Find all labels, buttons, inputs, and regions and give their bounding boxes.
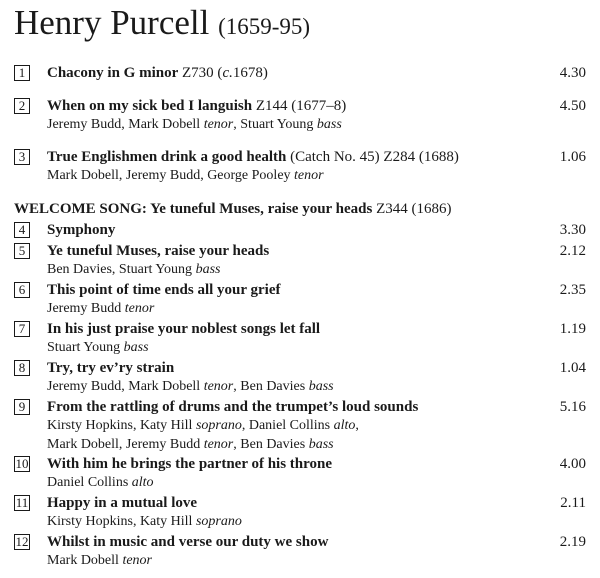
track-number: 1: [14, 65, 30, 81]
performer-names: Mark Dobell, Jeremy Budd, George Pooley: [47, 168, 291, 183]
track-performers: [47, 473, 154, 492]
track-number: 5: [14, 243, 30, 259]
track-title-line: [47, 63, 268, 83]
track-title: Whilst in music and verse our duty we show: [47, 534, 329, 550]
track-duration: 1.04: [559, 360, 586, 376]
performer-names: Jeremy Budd: [47, 301, 122, 316]
voice-type: alto: [333, 418, 356, 433]
performer-names: , Daniel Collins: [241, 418, 331, 433]
track-catalogue: Z144 (1677–8): [255, 98, 347, 114]
voice-type: bass: [308, 437, 334, 452]
performer-names: , Ben Davies: [233, 379, 306, 394]
performer-names: Kirsty Hopkins, Katy Hill: [47, 514, 193, 529]
track-number: 10: [15, 456, 29, 471]
section-title: WELCOME SONG: Ye tuneful Muses, raise your heads: [14, 201, 373, 217]
track-title-line: [47, 280, 280, 300]
track-performers: [47, 166, 324, 185]
track-title-line: [47, 397, 418, 417]
track-number: 6: [14, 282, 30, 298]
track-title: In his just praise your noblest songs let fall: [47, 321, 321, 337]
track-title: Chacony in G minor: [47, 65, 179, 81]
performer-names: Jeremy Budd, Mark Dobell: [47, 379, 201, 394]
voice-type: tenor: [203, 437, 234, 452]
track-title: True Englishmen drink a good health: [47, 149, 287, 165]
track-duration: 4.30: [559, 65, 586, 81]
track-title-line: [47, 96, 346, 116]
performer-names: Mark Dobell, Jeremy Budd: [47, 437, 201, 452]
track-duration: 2.35: [559, 282, 586, 298]
track-performers: [47, 260, 220, 279]
track-title: Ye tuneful Muses, raise your heads: [47, 243, 270, 259]
page-title: [14, 2, 310, 48]
track-number: 8: [14, 360, 30, 376]
track-title: From the rattling of drums and the trumpet’s loud sounds: [47, 399, 419, 415]
performer-names: Kirsty Hopkins, Katy Hill: [47, 418, 193, 433]
track-title-line: [47, 241, 269, 261]
track-number: 4: [14, 222, 30, 238]
track-title-line: [47, 319, 320, 339]
track-title-line: [47, 454, 332, 474]
performer-names: Ben Davies, Stuart Young: [47, 262, 193, 277]
track-duration: 2.12: [559, 243, 586, 259]
track-duration: 4.00: [559, 456, 586, 472]
voice-type: bass: [308, 379, 334, 394]
performer-names: Jeremy Budd, Mark Dobell: [47, 117, 201, 132]
track-number: 7: [14, 321, 30, 337]
circa-mark: c.: [222, 65, 233, 81]
performer-names: Mark Dobell: [47, 553, 119, 568]
track-duration: 2.19: [559, 534, 586, 550]
track-duration: 2.11: [560, 495, 586, 511]
track-title: This point of time ends all your grief: [47, 282, 281, 298]
track-number: 3: [14, 149, 30, 165]
track-number: 12: [15, 534, 29, 549]
track-catalogue: Z730 (: [182, 65, 223, 81]
track-title: Symphony: [47, 222, 116, 238]
section-catalogue: Z344 (1686): [376, 201, 452, 217]
track-number: 9: [14, 399, 30, 415]
track-title-line: [47, 532, 328, 552]
track-performers: [47, 115, 342, 134]
voice-type: alto: [131, 475, 154, 490]
performer-names: ,: [355, 418, 359, 433]
voice-type: bass: [195, 262, 221, 277]
track-catalogue: (Catch No. 45) Z284 (1688): [290, 149, 459, 165]
performer-names: Daniel Collins: [47, 475, 129, 490]
track-title: Try, try ev’ry strain: [47, 360, 175, 376]
voice-type: soprano: [195, 418, 242, 433]
track-number: 11: [15, 495, 29, 510]
performer-names: Stuart Young: [47, 340, 121, 355]
track-duration: 4.50: [559, 98, 586, 114]
track-title-line: [47, 147, 459, 167]
voice-type: soprano: [195, 514, 242, 529]
section-heading: [14, 199, 452, 219]
track-duration: 5.16: [559, 399, 586, 415]
composer-dates: (1659-95): [218, 14, 311, 39]
composer-name: Henry Purcell: [14, 3, 210, 42]
track-performers: [47, 512, 242, 531]
performer-names: , Stuart Young: [233, 117, 314, 132]
track-title-line: [47, 220, 115, 240]
track-title: With him he brings the partner of his throne: [47, 456, 333, 472]
voice-type: tenor: [203, 117, 234, 132]
track-performers: [47, 299, 154, 318]
track-title-line: [47, 493, 197, 513]
track-performers: [47, 435, 334, 454]
track-duration: 1.19: [559, 321, 586, 337]
track-title-line: [47, 358, 174, 378]
track-performers: [47, 416, 359, 435]
track-title: Happy in a mutual love: [47, 495, 198, 511]
track-number: 2: [14, 98, 30, 114]
performer-names: , Ben Davies: [233, 437, 306, 452]
voice-type: tenor: [294, 168, 324, 183]
voice-type: tenor: [124, 301, 155, 316]
voice-type: tenor: [122, 553, 152, 568]
track-performers: [47, 338, 149, 357]
track-duration: 1.06: [559, 149, 586, 165]
voice-type: bass: [123, 340, 149, 355]
track-year: 1678): [232, 65, 268, 81]
track-performers: [47, 377, 334, 396]
voice-type: bass: [316, 117, 342, 132]
track-duration: 3.30: [559, 222, 586, 238]
track-title: When on my sick bed I languish: [47, 98, 253, 114]
track-performers: [47, 551, 152, 570]
voice-type: tenor: [203, 379, 234, 394]
